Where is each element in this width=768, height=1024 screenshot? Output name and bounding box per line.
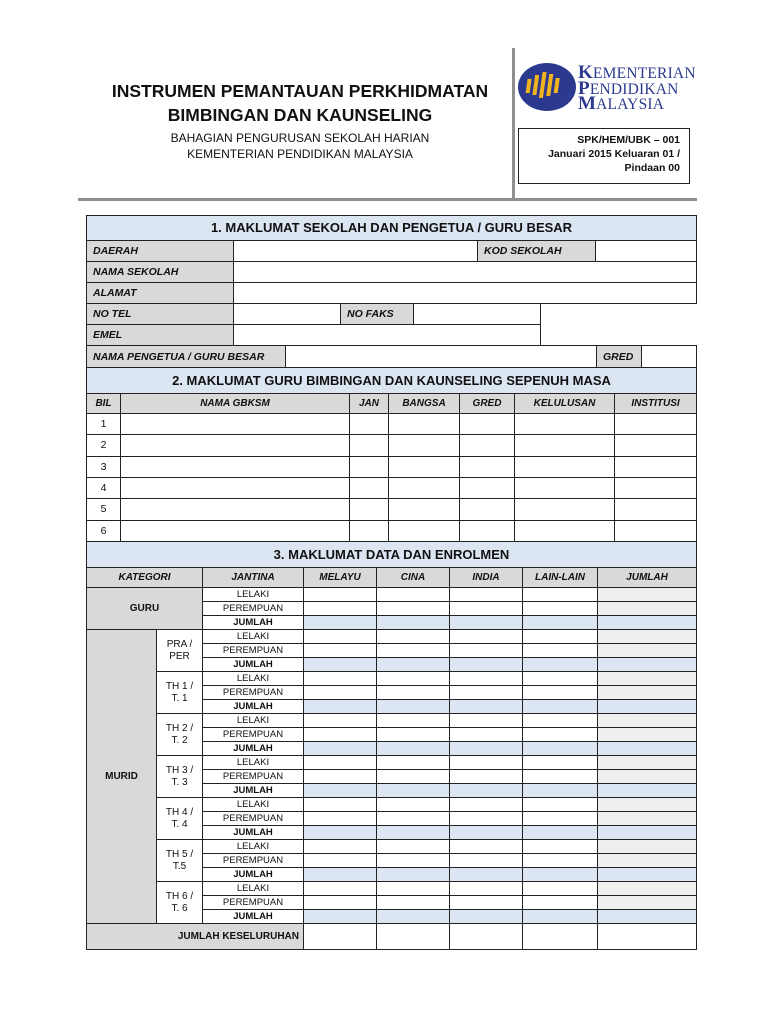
enrolment-india-cell[interactable] [449, 853, 523, 868]
gbksm-nama-gbksm-cell[interactable] [120, 520, 350, 542]
jantina-jumlah: JUMLAH [202, 741, 304, 756]
enrolment-jumlah-cell[interactable] [597, 643, 697, 658]
column-header-melayu: MELAYU [303, 567, 377, 588]
enrolment-lain-lain-cell[interactable] [522, 685, 598, 700]
gbksm-jan-cell[interactable] [349, 498, 389, 520]
gbksm-gred-cell[interactable] [459, 434, 515, 456]
enrolment-melayu-cell[interactable] [303, 895, 377, 910]
label-gred: GRED [596, 345, 642, 368]
enrolment-lain-lain-cell[interactable] [522, 755, 598, 770]
column-header-bangsa: BANGSA [388, 393, 460, 414]
gbksm-gred-cell[interactable] [459, 456, 515, 478]
enrolment-jumlah-cell[interactable] [597, 699, 697, 714]
enrolment-melayu-cell[interactable] [303, 699, 377, 714]
gbksm-jan-cell[interactable] [349, 434, 389, 456]
enrolment-lain-lain-cell[interactable] [522, 699, 598, 714]
enrolment-melayu-cell[interactable] [303, 601, 377, 616]
ministry-wordmark [578, 62, 696, 114]
enrolment-jumlah-cell[interactable] [597, 797, 697, 812]
enrolment-india-cell[interactable] [449, 783, 523, 798]
gbksm-bangsa-cell[interactable] [388, 498, 460, 520]
enrolment-melayu-cell[interactable] [303, 867, 377, 882]
level-cell [156, 839, 203, 882]
section1-title: 1. MAKLUMAT SEKOLAH DAN PENGETUA / GURU BESAR [86, 215, 697, 241]
enrolment-cina-cell[interactable] [376, 881, 450, 896]
level-cell [156, 713, 203, 756]
enrolment-cina-cell[interactable] [376, 769, 450, 784]
jantina-perempuan: PEREMPUAN [202, 811, 304, 826]
enrolment-melayu-cell[interactable] [303, 587, 377, 602]
enrolment-jumlah-cell[interactable] [597, 657, 697, 672]
enrolment-cina-cell[interactable] [376, 909, 450, 924]
wordmark-initial-p: P [578, 77, 590, 99]
level-label-line-1: TH 2 / [165, 722, 194, 734]
enrolment-jumlah-cell[interactable] [597, 853, 697, 868]
enrolment-india-cell[interactable] [449, 685, 523, 700]
gbksm-institusi-cell[interactable] [614, 477, 697, 499]
column-header-gred: GRED [459, 393, 515, 414]
gbksm-gred-cell[interactable] [459, 520, 515, 542]
row-number: 3 [86, 456, 121, 478]
level-label-line-2: T. 6 [171, 902, 188, 914]
enrolment-jumlah-cell[interactable] [597, 825, 697, 840]
enrolment-lain-lain-cell[interactable] [522, 671, 598, 686]
gbksm-nama-gbksm-cell[interactable] [120, 434, 350, 456]
doc-ref-date: Januari 2015 Keluaran 01 / [548, 148, 680, 160]
enrolment-lain-lain-cell[interactable] [522, 895, 598, 910]
level-label-line-2: T. 2 [171, 734, 188, 746]
enrolment-lain-lain-cell[interactable] [522, 839, 598, 854]
column-header-jantina: JANTINA [202, 567, 304, 588]
enrolment-cina-cell[interactable] [376, 867, 450, 882]
wordmark-rest-2: ENDIDIKAN [589, 80, 679, 98]
column-header-nama-gbksm: NAMA GBKSM [120, 393, 350, 414]
gbksm-bangsa-cell[interactable] [388, 456, 460, 478]
column-header-kategori: KATEGORI [86, 567, 203, 588]
enrolment-jumlah-cell[interactable] [597, 615, 697, 630]
enrolment-lain-lain-cell[interactable] [522, 587, 598, 602]
enrolment-jumlah-cell[interactable] [597, 587, 697, 602]
jantina-perempuan: PEREMPUAN [202, 685, 304, 700]
enrolment-jumlah-cell[interactable] [597, 741, 697, 756]
category-murid: MURID [86, 629, 157, 924]
label-alamat: ALAMAT [86, 282, 234, 304]
enrolment-jumlah-cell[interactable] [597, 769, 697, 784]
gbksm-kelulusan-cell[interactable] [514, 413, 615, 435]
level-label-line-2: T.5 [172, 860, 187, 872]
doc-ref-revision: Pindaan 00 [624, 162, 680, 174]
emel-field[interactable] [233, 324, 541, 346]
level-label-line-1: TH 6 / [165, 890, 194, 902]
jantina-jumlah: JUMLAH [202, 825, 304, 840]
jantina-lelaki: LELAKI [202, 797, 304, 812]
gbksm-nama-gbksm-cell[interactable] [120, 477, 350, 499]
enrolment-jumlah-cell[interactable] [597, 783, 697, 798]
grand-total-label: JUMLAH KESELURUHAN [86, 923, 304, 950]
enrolment-india-cell[interactable] [449, 671, 523, 686]
monitoring-form [86, 215, 697, 950]
enrolment-india-cell[interactable] [449, 699, 523, 714]
enrolment-cina-cell[interactable] [376, 755, 450, 770]
enrolment-cina-cell[interactable] [376, 811, 450, 826]
gbksm-kelulusan-cell[interactable] [514, 456, 615, 478]
row-number: 5 [86, 498, 121, 520]
jantina-lelaki: LELAKI [202, 713, 304, 728]
enrolment-cina-cell[interactable] [376, 587, 450, 602]
kpm-emblem-icon [517, 62, 577, 112]
enrolment-melayu-cell[interactable] [303, 713, 377, 728]
enrolment-cina-cell[interactable] [376, 853, 450, 868]
jantina-lelaki: LELAKI [202, 629, 304, 644]
level-cell [156, 755, 203, 798]
enrolment-india-cell[interactable] [449, 839, 523, 854]
wordmark-initial-m: M [578, 93, 597, 114]
level-label-line-2: T. 3 [171, 776, 188, 788]
enrolment-melayu-cell[interactable] [303, 685, 377, 700]
jantina-jumlah: JUMLAH [202, 657, 304, 672]
enrolment-india-cell[interactable] [449, 881, 523, 896]
gred-field[interactable] [641, 345, 697, 368]
gbksm-bangsa-cell[interactable] [388, 477, 460, 499]
enrolment-india-cell[interactable] [449, 615, 523, 630]
gbksm-kelulusan-cell[interactable] [514, 520, 615, 542]
enrolment-melayu-cell[interactable] [303, 853, 377, 868]
gbksm-institusi-cell[interactable] [614, 413, 697, 435]
enrolment-jumlah-cell[interactable] [597, 839, 697, 854]
gbksm-nama-gbksm-cell[interactable] [120, 413, 350, 435]
jantina-perempuan: PEREMPUAN [202, 769, 304, 784]
level-label-line-1: PRA / [166, 638, 193, 650]
enrolment-jumlah-cell[interactable] [597, 811, 697, 826]
row-number: 2 [86, 434, 121, 456]
enrolment-lain-lain-cell[interactable] [522, 629, 598, 644]
enrolment-india-cell[interactable] [449, 811, 523, 826]
enrolment-cina-cell[interactable] [376, 825, 450, 840]
enrolment-melayu-cell[interactable] [303, 643, 377, 658]
enrolment-lain-lain-cell[interactable] [522, 643, 598, 658]
enrolment-lain-lain-cell[interactable] [522, 713, 598, 728]
page-subtitle [80, 131, 520, 162]
enrolment-cina-cell[interactable] [376, 601, 450, 616]
level-cell [156, 797, 203, 840]
enrolment-jumlah-cell[interactable] [597, 881, 697, 896]
gbksm-kelulusan-cell[interactable] [514, 434, 615, 456]
enrolment-india-cell[interactable] [449, 713, 523, 728]
enrolment-cina-cell[interactable] [376, 643, 450, 658]
jantina-perempuan: PEREMPUAN [202, 853, 304, 868]
enrolment-cina-cell[interactable] [376, 629, 450, 644]
enrolment-india-cell[interactable] [449, 601, 523, 616]
level-cell [156, 629, 203, 672]
header-horizontal-divider [78, 198, 697, 201]
label-nama-pengetua: NAMA PENGETUA / GURU BESAR [86, 345, 286, 368]
enrolment-jumlah-cell[interactable] [597, 867, 697, 882]
enrolment-cina-cell[interactable] [376, 741, 450, 756]
enrolment-lain-lain-cell[interactable] [522, 797, 598, 812]
enrolment-lain-lain-cell[interactable] [522, 727, 598, 742]
jantina-lelaki: LELAKI [202, 839, 304, 854]
grand-total-lain-lain-cell[interactable] [522, 923, 598, 950]
enrolment-india-cell[interactable] [449, 909, 523, 924]
gbksm-jan-cell[interactable] [349, 520, 389, 542]
enrolment-cina-cell[interactable] [376, 727, 450, 742]
gbksm-institusi-cell[interactable] [614, 434, 697, 456]
enrolment-jumlah-cell[interactable] [597, 895, 697, 910]
enrolment-lain-lain-cell[interactable] [522, 601, 598, 616]
enrolment-melayu-cell[interactable] [303, 839, 377, 854]
document-reference-box [518, 128, 690, 184]
gbksm-bangsa-cell[interactable] [388, 434, 460, 456]
gbksm-nama-gbksm-cell[interactable] [120, 456, 350, 478]
gbksm-gred-cell[interactable] [459, 477, 515, 499]
doc-ref-code: SPK/HEM/UBK – 001 [577, 134, 680, 146]
wordmark-rest-3: ALAYSIA [596, 96, 665, 113]
enrolment-india-cell[interactable] [449, 769, 523, 784]
enrolment-india-cell[interactable] [449, 755, 523, 770]
no-tel-field[interactable] [233, 303, 341, 325]
level-label-line-2: T. 4 [171, 818, 188, 830]
enrolment-lain-lain-cell[interactable] [522, 867, 598, 882]
section2-title: 2. MAKLUMAT GURU BIMBINGAN DAN KAUNSELING SEPENUH MASA [86, 367, 697, 394]
kod-sekolah-field[interactable] [595, 240, 697, 262]
gbksm-bangsa-cell[interactable] [388, 413, 460, 435]
daerah-field[interactable] [233, 240, 478, 262]
subtitle-line-1: BAHAGIAN PENGURUSAN SEKOLAH HARIAN [170, 131, 430, 145]
column-header-jan: JAN [349, 393, 389, 414]
jantina-perempuan: PEREMPUAN [202, 601, 304, 616]
gbksm-gred-cell[interactable] [459, 413, 515, 435]
level-cell [156, 881, 203, 924]
level-label-line-2: T. 1 [171, 692, 188, 704]
label-no-faks: NO FAKS [340, 303, 414, 325]
jantina-perempuan: PEREMPUAN [202, 643, 304, 658]
enrolment-melayu-cell[interactable] [303, 727, 377, 742]
enrolment-lain-lain-cell[interactable] [522, 825, 598, 840]
gbksm-bangsa-cell[interactable] [388, 520, 460, 542]
column-header-india: INDIA [449, 567, 523, 588]
enrolment-cina-cell[interactable] [376, 783, 450, 798]
label-no-tel: NO TEL [86, 303, 234, 325]
gbksm-jan-cell[interactable] [349, 413, 389, 435]
enrolment-melayu-cell[interactable] [303, 811, 377, 826]
enrolment-jumlah-cell[interactable] [597, 671, 697, 686]
column-header-bil: BIL [86, 393, 121, 414]
row-number: 6 [86, 520, 121, 542]
enrolment-jumlah-cell[interactable] [597, 909, 697, 924]
jantina-jumlah: JUMLAH [202, 909, 304, 924]
enrolment-lain-lain-cell[interactable] [522, 811, 598, 826]
row-number: 4 [86, 477, 121, 499]
level-label-line-2: PER [169, 650, 190, 662]
alamat-field[interactable] [233, 282, 697, 304]
label-kod-sekolah: KOD SEKOLAH [477, 240, 596, 262]
enrolment-lain-lain-cell[interactable] [522, 853, 598, 868]
enrolment-lain-lain-cell[interactable] [522, 881, 598, 896]
title-line-2: BIMBINGAN DAN KAUNSELING [167, 105, 433, 125]
column-header-cina: CINA [376, 567, 450, 588]
enrolment-india-cell[interactable] [449, 741, 523, 756]
label-nama-sekolah: NAMA SEKOLAH [86, 261, 234, 283]
enrolment-melayu-cell[interactable] [303, 909, 377, 924]
column-header-kelulusan: KELULUSAN [514, 393, 615, 414]
enrolment-india-cell[interactable] [449, 587, 523, 602]
enrolment-cina-cell[interactable] [376, 839, 450, 854]
wordmark-initial-k: K [578, 62, 593, 83]
enrolment-melayu-cell[interactable] [303, 769, 377, 784]
gbksm-kelulusan-cell[interactable] [514, 477, 615, 499]
enrolment-jumlah-cell[interactable] [597, 601, 697, 616]
enrolment-india-cell[interactable] [449, 867, 523, 882]
grand-total-india-cell[interactable] [449, 923, 523, 950]
jantina-jumlah: JUMLAH [202, 699, 304, 714]
subtitle-line-2: KEMENTERIAN PENDIDIKAN MALAYSIA [187, 146, 413, 161]
enrolment-melayu-cell[interactable] [303, 755, 377, 770]
enrolment-india-cell[interactable] [449, 895, 523, 910]
enrolment-jumlah-cell[interactable] [597, 727, 697, 742]
enrolment-lain-lain-cell[interactable] [522, 909, 598, 924]
enrolment-cina-cell[interactable] [376, 671, 450, 686]
level-cell [156, 671, 203, 714]
enrolment-india-cell[interactable] [449, 643, 523, 658]
jantina-lelaki: LELAKI [202, 587, 304, 602]
no-faks-field[interactable] [413, 303, 541, 325]
enrolment-lain-lain-cell[interactable] [522, 657, 598, 672]
enrolment-lain-lain-cell[interactable] [522, 783, 598, 798]
level-label-line-1: TH 5 / [165, 848, 194, 860]
gbksm-institusi-cell[interactable] [614, 520, 697, 542]
enrolment-melayu-cell[interactable] [303, 741, 377, 756]
enrolment-melayu-cell[interactable] [303, 629, 377, 644]
level-label-line-1: TH 4 / [165, 806, 194, 818]
enrolment-melayu-cell[interactable] [303, 881, 377, 896]
enrolment-lain-lain-cell[interactable] [522, 615, 598, 630]
nama-pengetua-field[interactable] [285, 345, 597, 368]
jantina-lelaki: LELAKI [202, 671, 304, 686]
enrolment-india-cell[interactable] [449, 797, 523, 812]
label-daerah: DAERAH [86, 240, 234, 262]
enrolment-jumlah-cell[interactable] [597, 755, 697, 770]
level-label-line-1: TH 1 / [165, 680, 194, 692]
jantina-jumlah: JUMLAH [202, 615, 304, 630]
enrolment-india-cell[interactable] [449, 657, 523, 672]
enrolment-melayu-cell[interactable] [303, 783, 377, 798]
row-number: 1 [86, 413, 121, 435]
page-title [80, 79, 520, 127]
enrolment-india-cell[interactable] [449, 727, 523, 742]
enrolment-jumlah-cell[interactable] [597, 629, 697, 644]
gbksm-jan-cell[interactable] [349, 477, 389, 499]
grand-total-jumlah-cell[interactable] [597, 923, 697, 950]
enrolment-melayu-cell[interactable] [303, 797, 377, 812]
enrolment-cina-cell[interactable] [376, 615, 450, 630]
grand-total-cina-cell[interactable] [376, 923, 450, 950]
enrolment-melayu-cell[interactable] [303, 615, 377, 630]
gbksm-institusi-cell[interactable] [614, 456, 697, 478]
jantina-lelaki: LELAKI [202, 881, 304, 896]
gbksm-jan-cell[interactable] [349, 456, 389, 478]
column-header-institusi: INSTITUSI [614, 393, 697, 414]
header-vertical-divider [512, 48, 515, 200]
jantina-perempuan: PEREMPUAN [202, 895, 304, 910]
enrolment-cina-cell[interactable] [376, 797, 450, 812]
jantina-jumlah: JUMLAH [202, 783, 304, 798]
enrolment-jumlah-cell[interactable] [597, 685, 697, 700]
gbksm-nama-gbksm-cell[interactable] [120, 498, 350, 520]
enrolment-cina-cell[interactable] [376, 699, 450, 714]
enrolment-melayu-cell[interactable] [303, 671, 377, 686]
column-header-lain-lain: LAIN-LAIN [522, 567, 598, 588]
column-header-jumlah: JUMLAH [597, 567, 697, 588]
enrolment-melayu-cell[interactable] [303, 657, 377, 672]
enrolment-cina-cell[interactable] [376, 685, 450, 700]
jantina-perempuan: PEREMPUAN [202, 727, 304, 742]
gbksm-institusi-cell[interactable] [614, 498, 697, 520]
category-guru: GURU [86, 587, 203, 630]
title-line-1: INSTRUMEN PEMANTAUAN PERKHIDMATAN [111, 81, 489, 101]
enrolment-cina-cell[interactable] [376, 657, 450, 672]
gbksm-kelulusan-cell[interactable] [514, 498, 615, 520]
jantina-lelaki: LELAKI [202, 755, 304, 770]
enrolment-jumlah-cell[interactable] [597, 713, 697, 728]
wordmark-rest-1: EMENTERIAN [592, 65, 696, 82]
gbksm-gred-cell[interactable] [459, 498, 515, 520]
section3-title: 3. MAKLUMAT DATA DAN ENROLMEN [86, 541, 697, 568]
jantina-jumlah: JUMLAH [202, 867, 304, 882]
grand-total-melayu-cell[interactable] [303, 923, 377, 950]
label-emel: EMEL [86, 324, 234, 346]
enrolment-cina-cell[interactable] [376, 713, 450, 728]
enrolment-lain-lain-cell[interactable] [522, 741, 598, 756]
enrolment-melayu-cell[interactable] [303, 825, 377, 840]
enrolment-cina-cell[interactable] [376, 895, 450, 910]
level-label-line-1: TH 3 / [165, 764, 194, 776]
enrolment-india-cell[interactable] [449, 825, 523, 840]
enrolment-india-cell[interactable] [449, 629, 523, 644]
enrolment-lain-lain-cell[interactable] [522, 769, 598, 784]
nama-sekolah-field[interactable] [233, 261, 697, 283]
